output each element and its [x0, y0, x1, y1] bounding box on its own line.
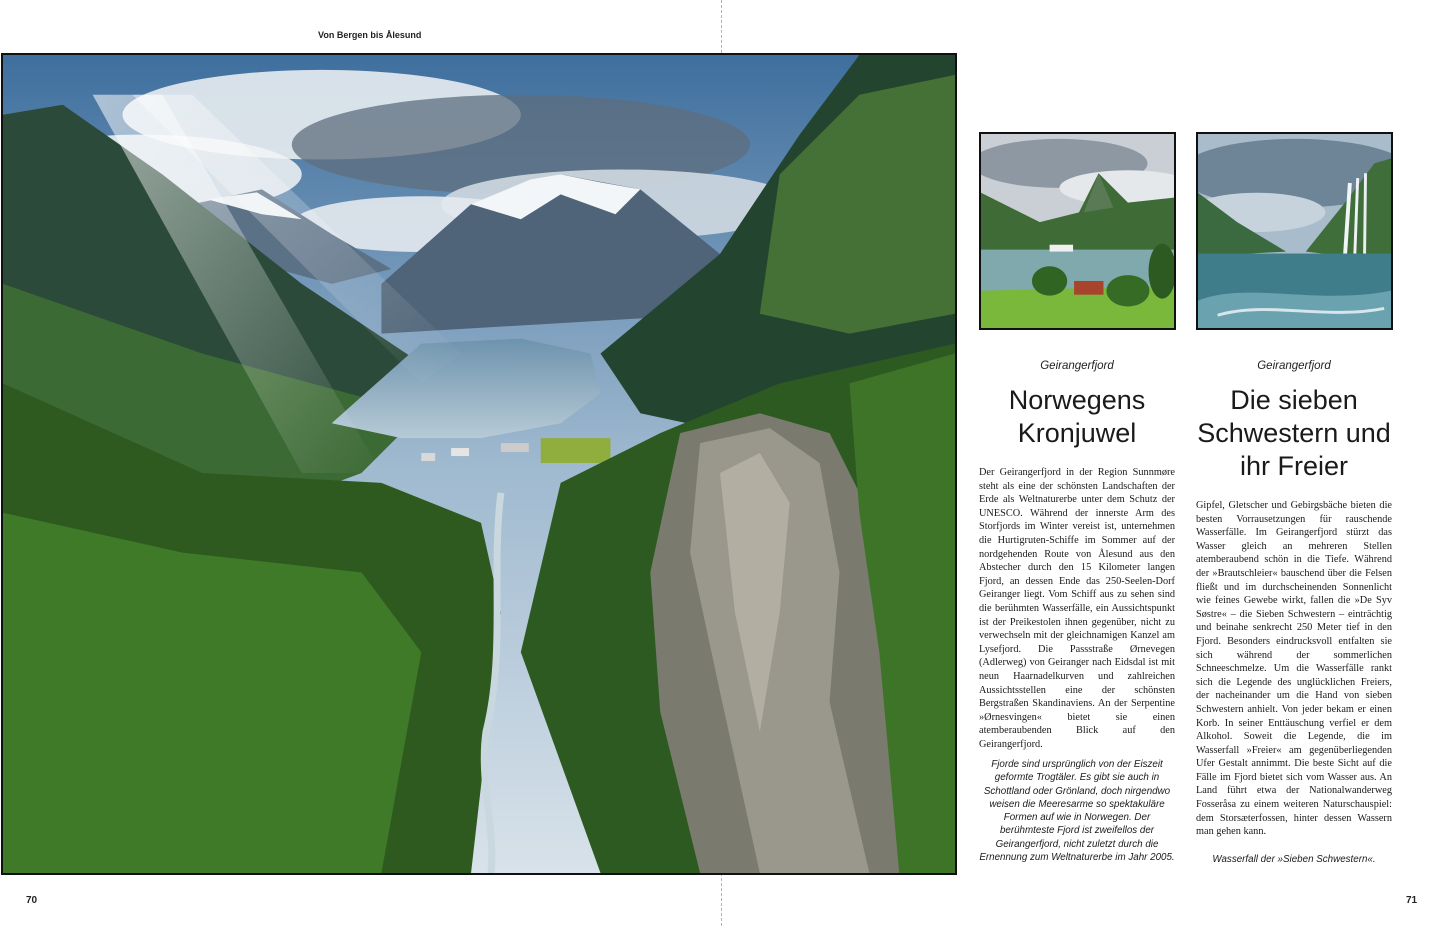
body-text-right: Gipfel, Gletscher und Gebirgsbäche bieten die besten Vorrausetzungen für rauschende Wasserfälle. Im Geirangerfjord stürzt das Wasser gleich an mehreren Stellen atemberaubend schön in die Tiefe. Während der »Brautschleier« bauschend über die Felsen fließt und im durchscheinenden Sonnenlicht wie feines Gewebe wirkt, fallen die »De Syv Søstre« – die Sieben Schwestern – einträchtig und beinahe senkrecht 250 Meter tief in den Fjord. Besonders eindrucksvoll entfalten sie sich während der sommerlichen Schneeschmelze. Um die Wasserfälle rankt sich die Legende des unglücklichen Freiers, der nacheinander um die Hand von sieben Schwestern anhielt. Von jeder bekam er einen Korb. In seiner Enttäuschung verfiel er dem Alkohol. Soweit die Legende, die im Wasserfall »Freier« am gegenüberliegenden Ufer Gestalt annimmt. Die beste Sicht auf die Fälle im Fjord bietet sich vom Wasser aus. An Land führt etwa der Nationalwanderweg Fosseråsa zu einem weiteren Naturschauspiel: dem Storsæterfossen, hinter dessen Wassern man gehen kann.	[1196, 500, 1392, 838]
article-column-right	[1196, 360, 1392, 866]
article-column-left	[979, 360, 1175, 751]
thumbnail-geirangerfjord-illustration	[981, 134, 1174, 328]
caption-right: Wasserfall der »Sieben Schwestern«.	[1212, 853, 1376, 865]
headline-right: Die sieben Schwestern und ihr Freier	[1197, 385, 1391, 481]
body-text-left: Der Geirangerfjord in der Region Sunnmøre steht als eine der schönsten Landschaften der Erde als Weltnaturerbe unter dem Schutz der UNESCO. Während der innerste Arm des Storfjords im Winter vereist ist, unternehmen die Hurtigruten-Schiffe im Sommer auf der nordgehenden Route von Ålesund aus den Abstecher durch den 15 Kilometer langen Fjord, an dessen Ende das 250-Seelen-Dorf Geiranger liegt. Vom Schiff aus zu sehen sind die berühmten Wasserfälle, ein Aussichtspunkt ist der Preikestolen ihnen gegenüber, nicht zu verwechseln mit der gleichnamigen Kanzel am Lysefjord. Die Passstraße Ørnevegen (Adlerweg) von Geiranger nach Eidsdal ist mit neun Haarnadelkurven und zahlreichen Aussichtsstellen eine der schönsten Bergstraßen Skandinaviens. An der Serpentine »Ørnesvingen« bietet sie einen atemberaubenden Blick auf den Geirangerfjord.	[979, 467, 1175, 750]
hero-photo-illustration	[3, 55, 955, 873]
page-number-right: 71	[1406, 895, 1418, 906]
kicker-right: Geirangerfjord	[1257, 360, 1331, 372]
page-number-left: 70	[26, 895, 38, 906]
thumbnail-geirangerfjord	[979, 132, 1176, 330]
running-head: Von Bergen bis Ålesund	[318, 30, 422, 40]
headline-left: Norwegens Kronjuwel	[1008, 385, 1146, 448]
hero-photo	[1, 53, 957, 875]
caption-left: Fjorde sind ursprünglich von der Eiszeit geformte Trogtäler. Es gibt sie auch in Schottland oder Grönland, doch nirgendwo weisen die Meeresarme so spektakuläre Formen auf wie in Norwegen. Der berühmteste Fjord ist zweifellos der Geirangerfjord, nicht zuletzt durch die Ernennung zum Weltnaturerbe im Jahr 2005.	[979, 759, 1175, 864]
kicker-left: Geirangerfjord	[1040, 360, 1114, 372]
thumbnail-seven-sisters	[1196, 132, 1393, 330]
thumbnail-seven-sisters-illustration	[1198, 134, 1391, 328]
